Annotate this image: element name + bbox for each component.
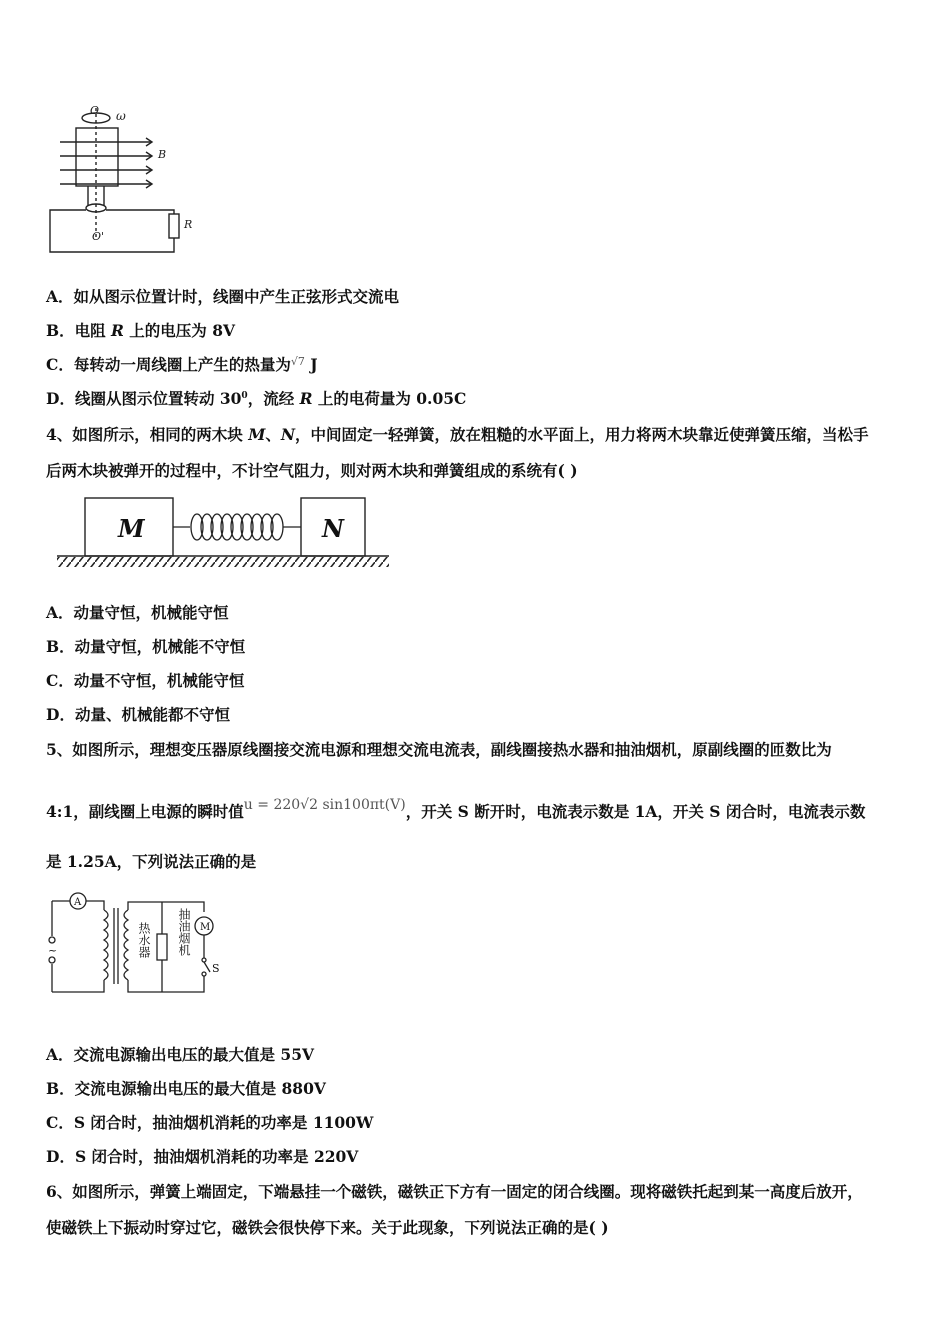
option-text: 如从图示位置计时，线圈中产生正弦形式交流电 [73, 287, 400, 306]
q5-option-a: A．交流电源输出电压的最大值是 55V [46, 1045, 315, 1064]
q4-option-b: B．动量守恒，机械能不守恒 [46, 637, 246, 656]
label-b: B [158, 148, 167, 161]
rotating-coil-figure [40, 100, 210, 260]
math-sqrt7: √7 [290, 355, 305, 368]
q4-option-c: C．动量不守恒，机械能守恒 [46, 671, 245, 690]
q5-stem-line3: 是 1.25A，下列说法正确的是 [46, 852, 257, 871]
variable-r: R [299, 389, 313, 408]
transformer-figure [40, 888, 230, 1000]
q3-option-a [46, 285, 399, 307]
q6-stem-line1: 6、如图所示，弹簧上端固定，下端悬挂一个磁铁，磁铁正下方有一固定的闭合线圈。现将磁铁托起到某一高度后放开， [46, 1182, 863, 1201]
q6-stem-line2: 使磁铁上下振动时穿过它，磁铁会很快停下来。关于此现象，下列说法正确的是( ) [46, 1218, 609, 1237]
heater-label: 热水器 [137, 922, 151, 958]
ac-source-symbol: ~ [48, 944, 58, 957]
q5-option-b: B．交流电源输出电压的最大值是 880V [46, 1079, 326, 1098]
label-r: R [184, 218, 193, 231]
q5-option-d: D．S 闭合时，抽油烟机消耗的功率是 220V [46, 1147, 359, 1166]
q4-option-d: D．动量、机械能都不守恒 [46, 705, 230, 724]
voltage-formula: u = 220√2 sin100πt(V) [243, 797, 406, 813]
block-m-label: M [118, 514, 145, 543]
q3-option-d: D．线圈从图示位置转动 $30^0$，流经 R 上的电荷量为 0.05C [46, 389, 467, 408]
label-o-bottom: O' [92, 230, 105, 243]
q4-stem-line1: 4、如图所示，相同的两木块 M、N，中间固定一轻弹簧，放在粗糙的水平面上，用力将两木块靠近使弹簧压缩，当松手 [46, 425, 869, 444]
switch-label: S [212, 962, 220, 975]
option-letter: C． [46, 355, 74, 374]
hood-label: 抽油烟机 [177, 908, 191, 956]
option-letter: A． [46, 287, 74, 306]
motor-label: M [200, 922, 211, 933]
q5-option-c: C．S 闭合时，抽油烟机消耗的功率是 1100W [46, 1113, 374, 1132]
spring-blocks-figure [55, 492, 395, 572]
q3-option-b: B．电阻 R 上的电压为 8V [46, 321, 236, 340]
q3-option-c: C．每转动一周线圈上产生的热量为$^{√7}$ J [46, 355, 318, 374]
label-o-top: O [90, 104, 100, 117]
q5-stem-line1: 5、如图所示，理想变压器原线圈接交流电源和理想交流电流表，副线圈接热水器和抽油烟机，原副线圈的匝数比为 [46, 740, 832, 759]
q4-option-a: A．动量守恒，机械能守恒 [46, 603, 229, 622]
option-letter: D． [46, 389, 75, 408]
block-n-label: N [322, 514, 344, 543]
label-omega: ω [116, 109, 126, 123]
ammeter-label: A [74, 897, 82, 908]
variable-r: R [111, 321, 124, 340]
q5-stem-line2: 4:1，副线圈上电源的瞬时值u = 220√2 sin100πt(V)，开关 S 断开时，电流表示数是 1A，开关 S 闭合时，电流表示数 [46, 797, 866, 821]
q4-stem-line2: 后两木块被弹开的过程中，不计空气阻力，则对两木块和弹簧组成的系统有( ) [46, 461, 578, 480]
option-letter: B． [46, 321, 75, 340]
